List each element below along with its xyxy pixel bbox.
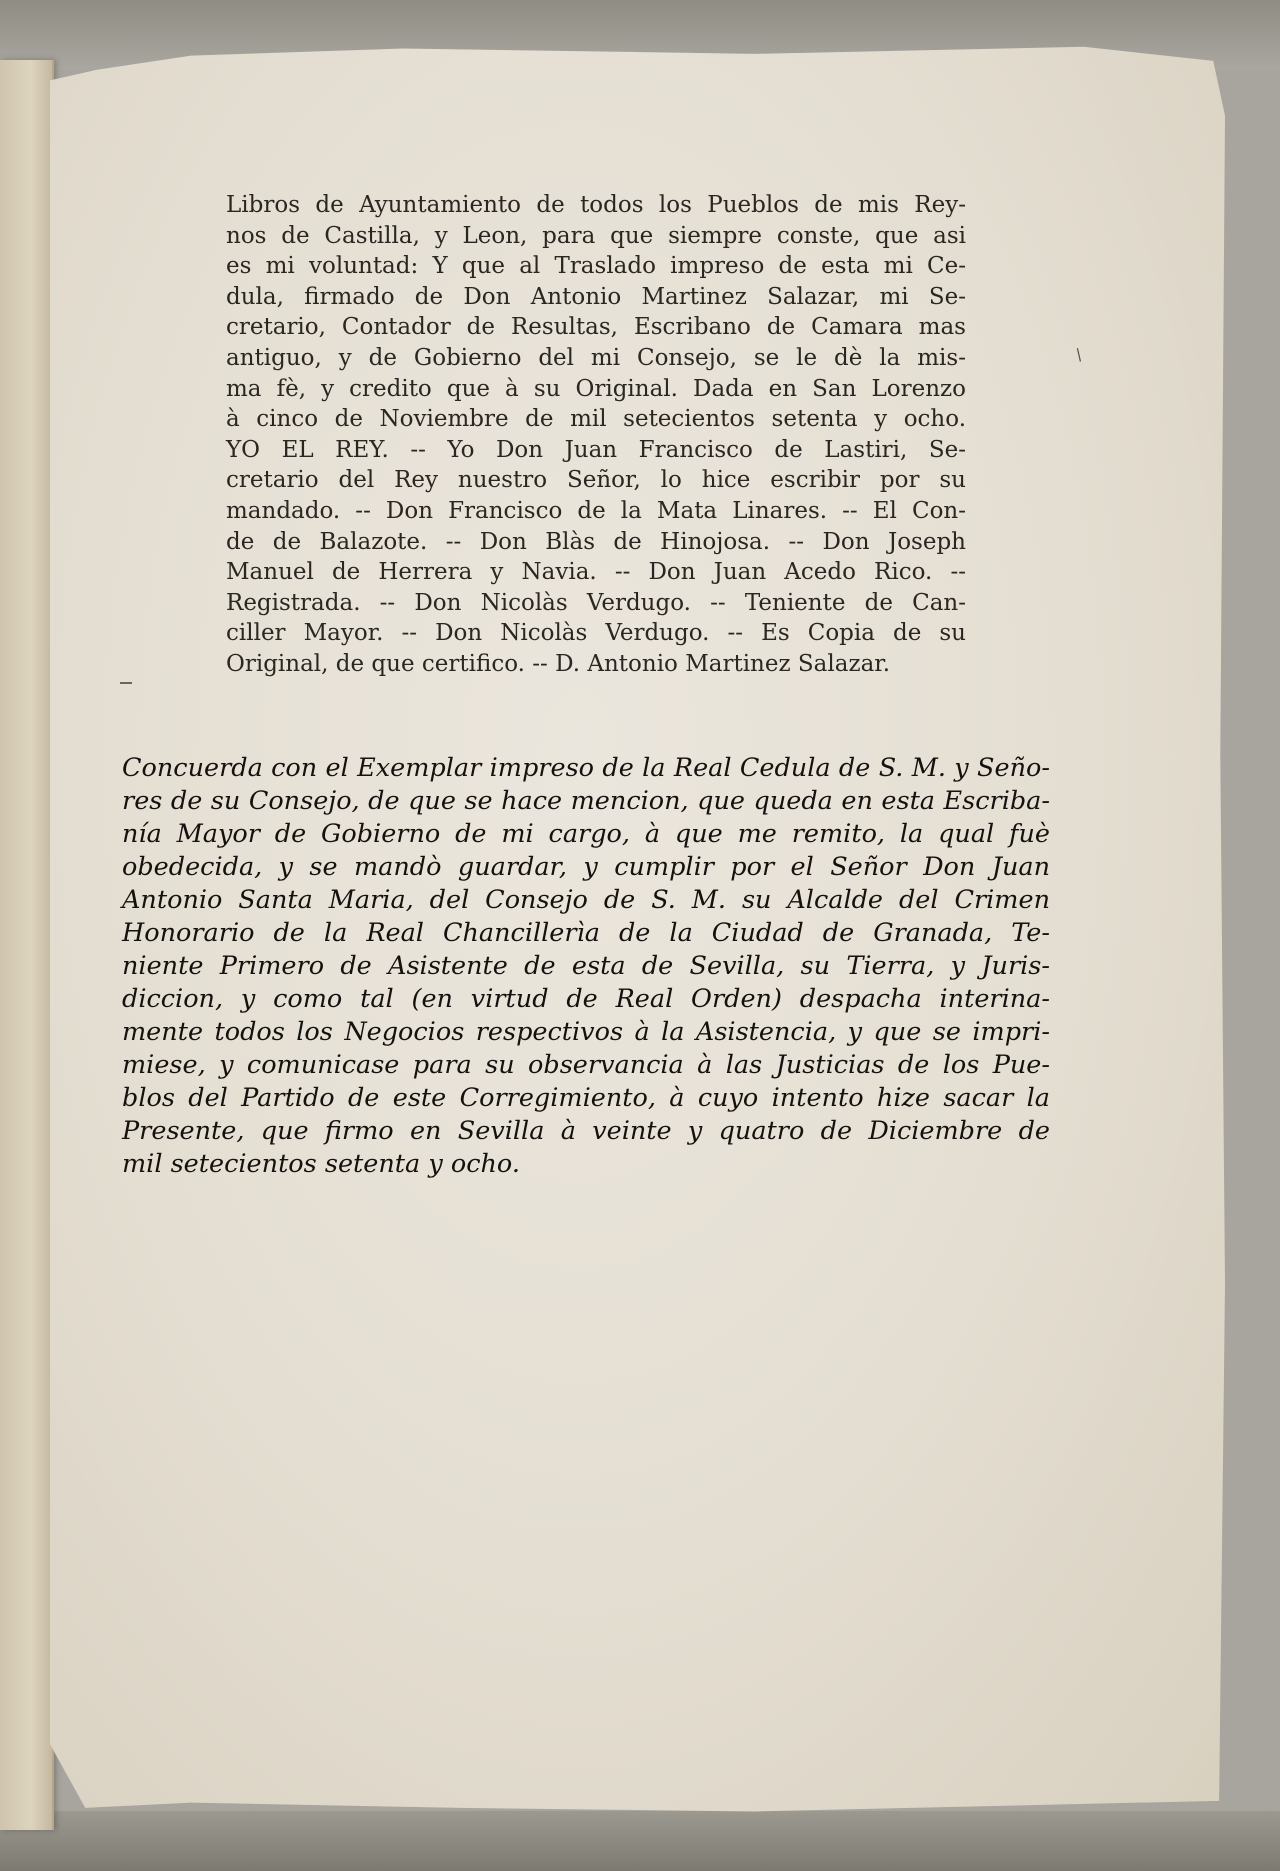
certificate-line: miese, y comunicase para su observancia à las Justicias de los Pue- xyxy=(122,1050,1050,1080)
certification-text-block xyxy=(122,752,1050,1181)
printed-line: es mi voluntad: Y que al Traslado impreso de esta mi Ce- xyxy=(226,253,966,280)
printed-line: Libros de Ayuntamiento de todos los Pueblos de mis Rey- xyxy=(226,192,966,218)
certificate-line: blos del Partido de este Corregimiento, à cuyo intento hize sacar la xyxy=(122,1083,1050,1113)
certificate-line: res de su Consejo, de que se hace mencion, que queda en esta Escriba- xyxy=(122,786,1050,816)
printed-line: nos de Castilla, y Leon, para que siempre conste, que asi xyxy=(226,222,966,249)
margin-dash-mark xyxy=(120,682,132,684)
printed-line: YO EL REY. -- Yo Don Juan Francisco de Lastiri, Se- xyxy=(226,436,966,463)
printed-line: Registrada. -- Don Nicolàs Verdugo. -- Teniente de Can- xyxy=(226,589,966,616)
certificate-line: Honorario de la Real Chancillerìa de la Ciudad de Granada, Te- xyxy=(122,918,1050,948)
left-page-edge xyxy=(0,60,54,1830)
printed-line: à cinco de Noviembre de mil setecientos setenta y ocho. xyxy=(226,406,966,433)
background-bottom xyxy=(0,1811,1280,1871)
printed-line: dula, firmado de Don Antonio Martinez Salazar, mi Se- xyxy=(226,283,966,310)
printed-line: mandado. -- Don Francisco de la Mata Linares. -- El Con- xyxy=(226,497,966,524)
printed-text-block xyxy=(226,190,966,680)
printed-line: ciller Mayor. -- Don Nicolàs Verdugo. -- Es Copia de su xyxy=(226,620,966,647)
printed-line: ma fè, y credito que à su Original. Dada en San Lorenzo xyxy=(226,375,966,402)
certificate-line: diccion, y como tal (en virtud de Real Orden) despacha interina- xyxy=(122,984,1050,1014)
certificate-line: Presente, que firmo en Sevilla à veinte y quatro de Diciembre de xyxy=(122,1116,1050,1146)
certificate-line: Concuerda con el Exemplar impreso de la Real Cedula de S. M. y Seño- xyxy=(122,753,1050,783)
certificate-line: mil setecientos setenta y ocho. xyxy=(122,1149,520,1179)
printed-line: cretario del Rey nuestro Señor, lo hice escribir por su xyxy=(226,467,966,494)
printed-line: Original, de que certifico. -- D. Antonio Martinez Salazar. xyxy=(226,650,891,677)
certificate-line: nía Mayor de Gobierno de mi cargo, à que me remito, la qual fuè xyxy=(122,819,1050,849)
certificate-line: mente todos los Negocios respectivos à la Asistencia, y que se impri- xyxy=(122,1017,1050,1047)
certificate-line: niente Primero de Asistente de esta de Sevilla, su Tierra, y Juris- xyxy=(122,951,1050,981)
certificate-line: Antonio Santa Maria, del Consejo de S. M. su Alcalde del Crimen xyxy=(122,885,1050,915)
printed-line: Manuel de Herrera y Navia. -- Don Juan Acedo Rico. -- xyxy=(226,559,966,586)
printed-line: cretario, Contador de Resultas, Escribano de Camara mas xyxy=(226,314,966,341)
printed-line: antiguo, y de Gobierno del mi Consejo, se le dè la mis- xyxy=(226,344,966,371)
printed-line: de de Balazote. -- Don Blàs de Hinojosa. -- Don Joseph xyxy=(226,528,966,555)
margin-tick-mark: / xyxy=(1071,344,1086,365)
certificate-line: obedecida, y se mandò guardar, y cumplir por el Señor Don Juan xyxy=(122,852,1050,882)
